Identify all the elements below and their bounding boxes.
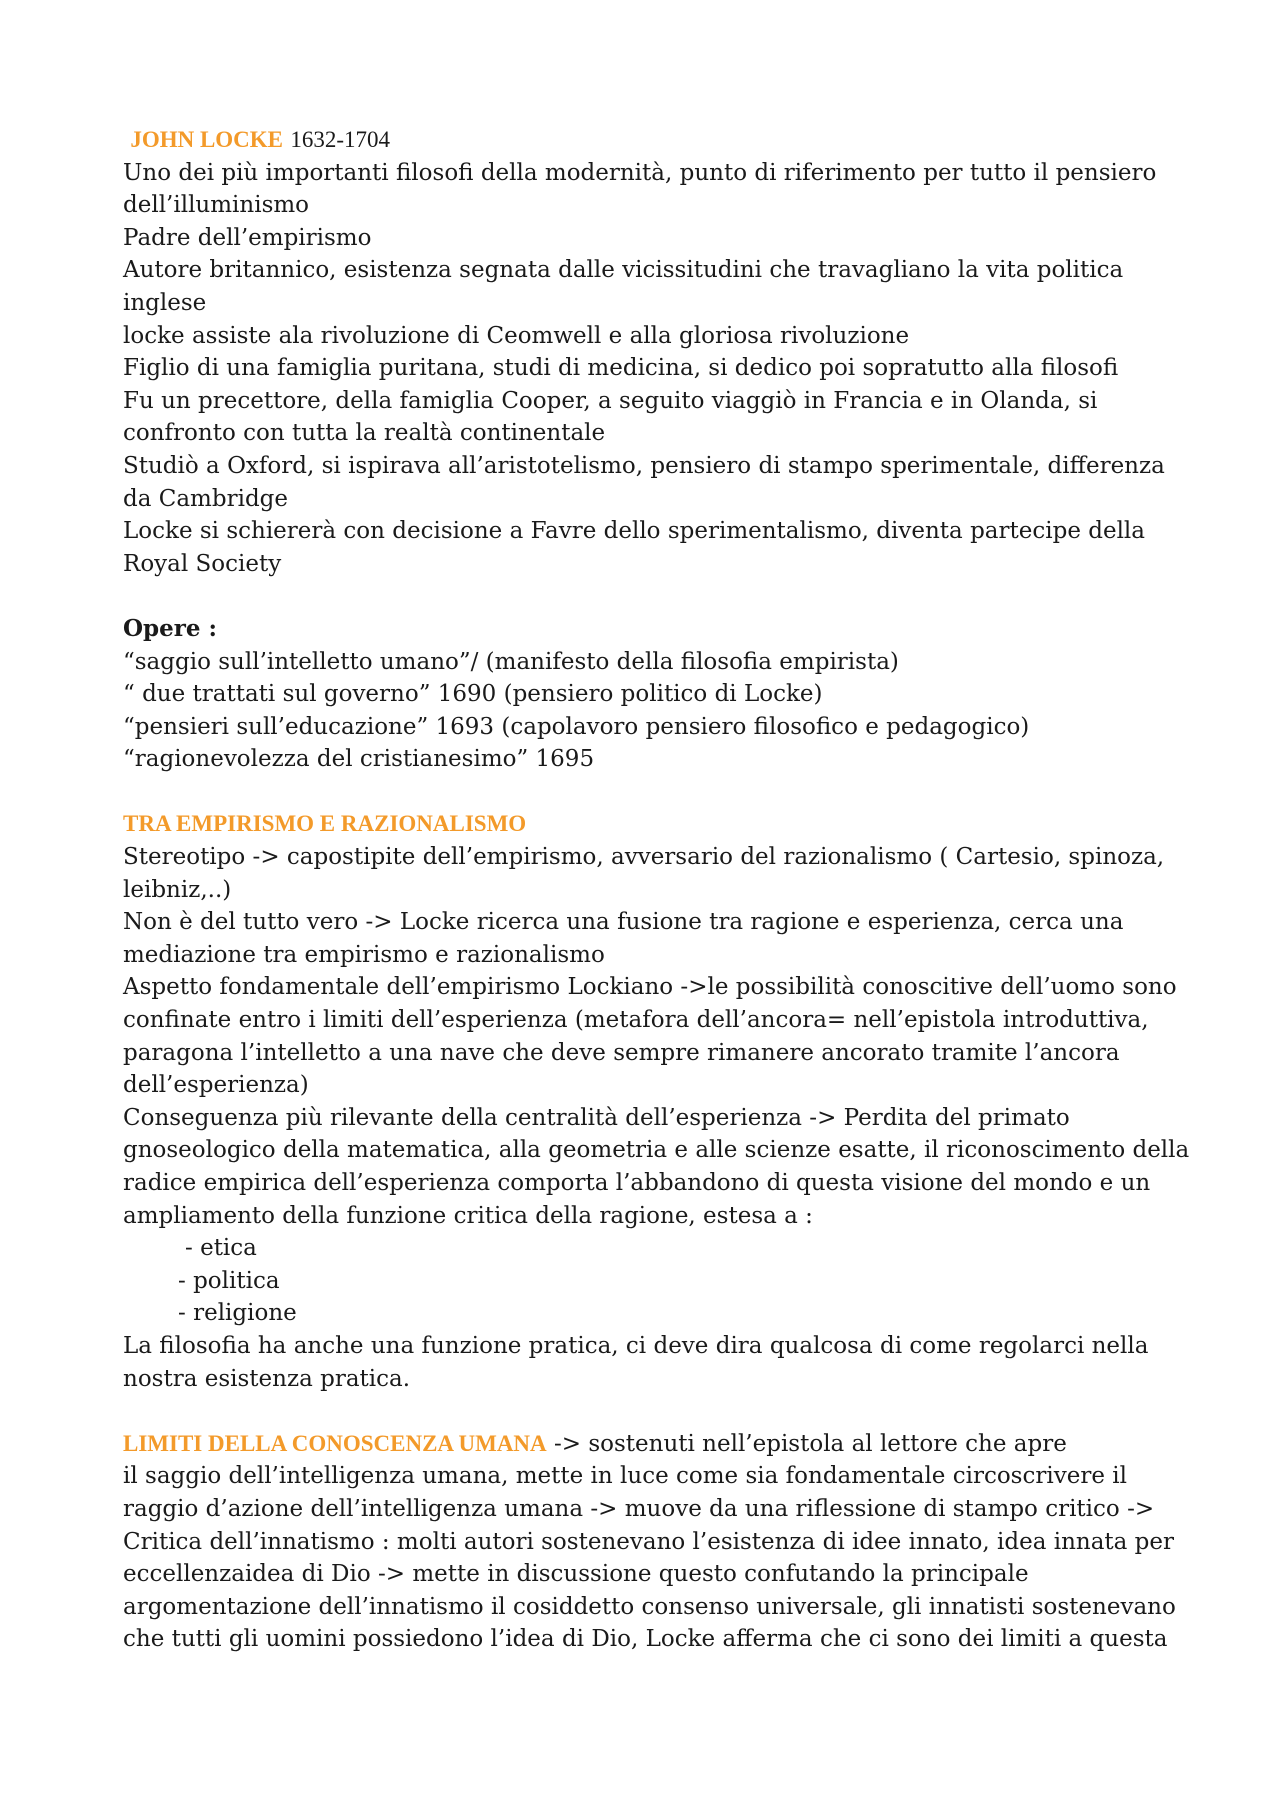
text-line: locke assiste ala rivoluzione di Ceomwell e alla gloriosa rivoluzione xyxy=(123,322,910,349)
section-heading-limiti: LIMITI DELLA CONOSCENZA UMANA xyxy=(123,1430,547,1456)
section-empirismo-body xyxy=(123,841,1190,1395)
text-line: Locke si schiererà con decisione a Favre dello sperimentalismo, diventa partecipe della xyxy=(123,518,1145,545)
title-line xyxy=(123,124,1173,157)
text-line: confronto con tutta la realtà continentale xyxy=(123,420,606,447)
text-line: leibniz,..) xyxy=(123,876,232,903)
text-line: Fu un precettore, della famiglia Cooper, a seguito viaggiò in Francia e in Olanda, si xyxy=(123,387,1098,414)
section-limiti-first-line xyxy=(123,1428,1173,1461)
title-years: 1632-1704 xyxy=(290,127,391,152)
opere-item: “ due trattati sul governo” 1690 (pensiero politico di Locke) xyxy=(123,681,823,708)
text-line: da Cambridge xyxy=(123,485,288,512)
text-line: gnoseologico della matematica, alla geometria e alle scienze esatte, il riconoscimento della xyxy=(123,1137,1190,1164)
text-line: Padre dell’empirismo xyxy=(123,224,372,251)
section-limiti-body xyxy=(123,1460,1176,1656)
text-line: il saggio dell’intelligenza umana, mette in luce come sia fondamentale circoscrivere il xyxy=(123,1463,1127,1490)
bullet-item: - politica xyxy=(178,1267,280,1294)
text-line: Conseguenza più rilevante della centralità dell’esperienza -> Perdita del primato xyxy=(123,1104,1070,1131)
opere-heading: Opere : xyxy=(123,614,217,642)
text-span: -> sostenuti nell’epistola al lettore che apre xyxy=(546,1430,1067,1457)
text-line: ampliamento della funzione critica della ragione, estesa a : xyxy=(123,1202,813,1229)
text-line: Critica dell’innatismo : molti autori sostenevano l’esistenza di idee innato, idea innata per xyxy=(123,1528,1175,1555)
text-line: dell’esperienza) xyxy=(123,1072,309,1099)
intro-paragraph xyxy=(123,157,1173,581)
text-line: Stereotipo -> capostipite dell’empirismo, avversario del razionalismo ( Cartesio, spinoza, xyxy=(123,844,1165,871)
document-body xyxy=(123,124,1190,1656)
text-line: paragona l’intelletto a una nave che deve sempre rimanere ancorato tramite l’ancora xyxy=(123,1039,1120,1066)
text-line: inglese xyxy=(123,289,207,316)
opere-list xyxy=(123,646,1173,776)
text-line: Uno dei più importanti filosofi della modernità, punto di riferimento per tutto il pensiero xyxy=(123,159,1157,186)
text-line: dell’illuminismo xyxy=(123,192,310,219)
text-line: che tutti gli uomini possiedono l’idea di Dio, Locke afferma che ci sono dei limiti a questa xyxy=(123,1626,1168,1653)
text-line: argomentazione dell’innatismo il cosiddetto consenso universale, gli innatisti sostenevano xyxy=(123,1593,1176,1620)
section-heading-empirismo: TRA EMPIRISMO E RAZIONALISMO xyxy=(123,811,527,837)
text-line: nostra esistenza pratica. xyxy=(123,1365,411,1392)
text-line: radice empirica dell’esperienza comporta l’abbandono di questa visione del mondo e un xyxy=(123,1170,1151,1196)
spacer xyxy=(123,580,1173,613)
text-line: Figlio di una famiglia puritana, studi di medicina, si dedico poi sopratutto alla filosofi xyxy=(123,355,1119,382)
title-heading: JOHN LOCKE xyxy=(130,127,284,152)
bullet-item: - etica xyxy=(185,1235,257,1262)
text-line: confinate entro i limiti dell’esperienza (metafora dell’ancora= nell’epistola introduttiva, xyxy=(123,1007,1149,1034)
text-line: mediazione tra empirismo e razionalismo xyxy=(123,941,605,968)
opere-item: “ragionevolezza del cristianesimo” 1695 xyxy=(123,746,595,773)
text-line: Autore britannico, esistenza segnata dalle vicissitudini che travagliano la vita politica xyxy=(123,257,1124,284)
text-line: Royal Society xyxy=(123,550,282,577)
opere-item: “saggio sull’intelletto umano”/ (manifesto della filosofia empirista) xyxy=(123,648,899,675)
text-line: raggio d’azione dell’intelligenza umana -> muove da una riflessione di stampo critico -> xyxy=(123,1495,1155,1522)
text-line: Studiò a Oxford, si ispirava all’aristotelismo, pensiero di stampo sperimentale, differenza xyxy=(123,452,1165,479)
text-line: Non è del tutto vero -> Locke ricerca una fusione tra ragione e esperienza, cerca una xyxy=(123,909,1124,936)
text-line: eccellenzaidea di Dio -> mette in discussione questo confutando la principale xyxy=(123,1561,1029,1588)
text-line: La filosofia ha anche una funzione pratica, ci deve dira qualcosa di come regolarci nella xyxy=(123,1332,1149,1359)
spacer xyxy=(123,776,1173,809)
bullet-item: - religione xyxy=(178,1300,297,1327)
text-line: Aspetto fondamentale dell’empirismo Lockiano ->le possibilità conoscitive dell’uomo sono xyxy=(123,974,1177,1001)
opere-item: “pensieri sull’educazione” 1693 (capolavoro pensiero filosofico e pedagogico) xyxy=(123,713,1030,740)
spacer xyxy=(123,1395,1173,1428)
